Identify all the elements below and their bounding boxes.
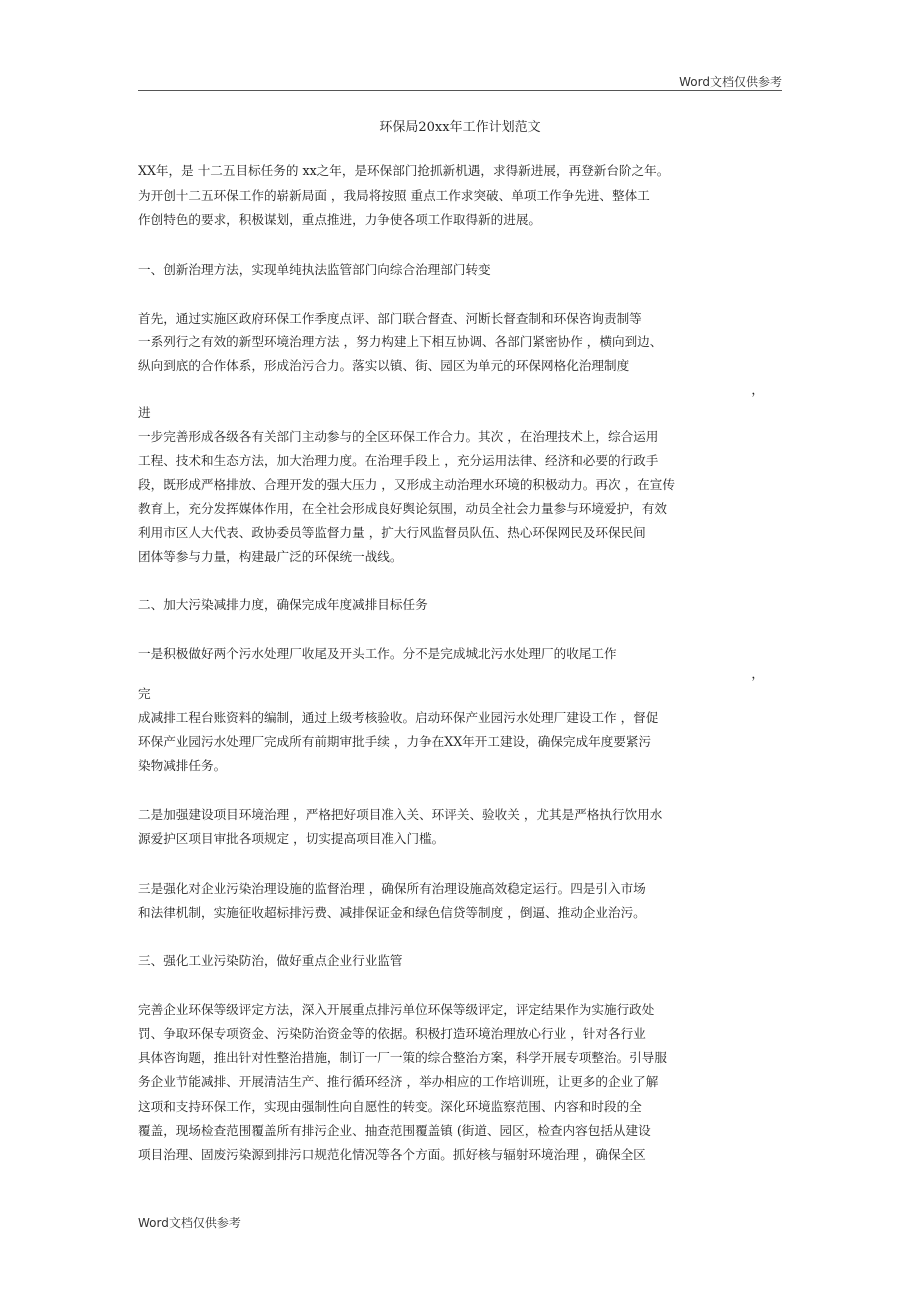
footer-text: Word文档仅供参考 xyxy=(138,1216,241,1230)
section-heading: 一、创新治理方法，实现单纯执法监管部门向综合治理部门转变 xyxy=(138,262,491,277)
header-divider xyxy=(138,90,782,91)
body-line: 这项和支持环保工作，实现由强制性向自愿性的转变。深化环境监察范围、内容和时段的全 xyxy=(138,1099,642,1114)
body-line: 罚、争取环保专项资金、污染防治资金等的依据。积极打造环境治理放心行业 ，针对各行业 xyxy=(138,1026,646,1041)
body-line: ， xyxy=(751,666,764,681)
body-line: 环保产业园污水处理厂完成所有前期审批手续 ，力争在XX年开工建设，确保完成年度要紧污 xyxy=(138,734,652,749)
body-line: 利用市区人大代表、政协委员等监督力量 ，扩大行风监督员队伍、热心环保网民及环保民间 xyxy=(138,525,646,540)
body-line: 团体等参与力量，构建最广泛的环保统一战线。 xyxy=(138,549,403,564)
body-line: 一是积极做好两个污水处理厂收尾及开头工作。分不是完成城北污水处理厂的收尾工作 xyxy=(138,646,617,661)
header-text: Word文档仅供参考 xyxy=(679,75,782,89)
body-line: 二是加强建设项目环境治理 ，严格把好项目准入关、环评关、验收关 ，尤其是严格执行饮用水 xyxy=(138,807,663,822)
body-line: 项目治理、固废污染源到排污口规范化情况等各个方面。抓好核与辐射环境治理 ，确保全区 xyxy=(138,1147,646,1162)
body-line: 源爱护区项目审批各项规定 ，切实提高项目准入门槛。 xyxy=(138,831,445,846)
body-line: 三是强化对企业污染治理设施的监督治理 ，确保所有治理设施高效稳定运行。四是引入市场 xyxy=(138,881,646,896)
section-heading: 二、加大污染减排力度，确保完成年度减排目标任务 xyxy=(138,597,428,612)
body-line: 教育上，充分发挥媒体作用，在全社会形成良好舆论氛围，动员全社会力量参与环境爱护，有效 xyxy=(138,501,667,516)
body-line: 作创特色的要求，积极谋划，重点推进，力争使各项工作取得新的进展。 xyxy=(138,212,541,227)
body-line: 完 xyxy=(138,686,151,701)
body-line: 覆盖，现场检查范围覆盖所有排污企业、抽查范围覆盖镇 (街道、园区，检查内容包括从建设 xyxy=(138,1123,651,1138)
body-line: 和法律机制，实施征收超标排污费、减排保证金和绿色信贷等制度 ，倒逼、推动企业治污。 xyxy=(138,905,646,920)
body-line: 进 xyxy=(138,405,151,420)
body-line: 段，既形成严格排放、合理开发的强大压力 ，又形成主动治理水环境的积极动力。再次 ，在宣传 xyxy=(138,477,675,492)
body-line: 染物减排任务。 xyxy=(138,758,227,773)
body-line: ， xyxy=(751,382,764,397)
body-line: 务企业节能减排、开展清洁生产、推行循环经济 ，举办相应的工作培训班，让更多的企业了解 xyxy=(138,1074,659,1089)
body-line: 为开创十二五环保工作的崭新局面 ，我局将按照 重点工作求突破、单项工作争先进、整体工 xyxy=(138,188,650,203)
body-line: 首先，通过实施区政府环保工作季度点评、部门联合督查、河断长督查制和环保咨询责制等 xyxy=(138,311,642,326)
body-line: 纵向到底的合作体系，形成治污合力。落实以镇、街、园区为单元的环保网格化治理制度 xyxy=(138,358,630,373)
body-line: 工程、技术和生态方法，加大治理力度。在治理手段上 ，充分运用法律、经济和必要的行政手 xyxy=(138,453,659,468)
document-title: 环保局20xx年工作计划范文 xyxy=(379,120,541,135)
body-line: 具体咨询题，推出针对性整治措施，制订一厂一策的综合整治方案，科学开展专项整治。引导服 xyxy=(138,1050,667,1065)
body-line: 完善企业环保等级评定方法，深入开展重点排污单位环保等级评定，评定结果作为实施行政处 xyxy=(138,1002,655,1017)
body-line: 一步完善形成各级各有关部门主动参与的全区环保工作合力。其次 ，在治理技术上，综合运用 xyxy=(138,429,659,444)
body-line: 成减排工程台账资料的编制，通过上级考核验收。启动环保产业园污水处理厂建设工作 ，督促 xyxy=(138,710,659,725)
section-heading: 三、强化工业污染防治，做好重点企业行业监管 xyxy=(138,953,403,968)
body-line: 一系列行之有效的新型环境治理方法 ，努力构建上下相互协调、各部门紧密协作 ，横向到边、 xyxy=(138,334,663,349)
body-line: XX年，是 十二五目标任务的 xx之年，是环保部门抢抓新机遇，求得新进展，再登新台阶之年。 xyxy=(138,163,670,178)
